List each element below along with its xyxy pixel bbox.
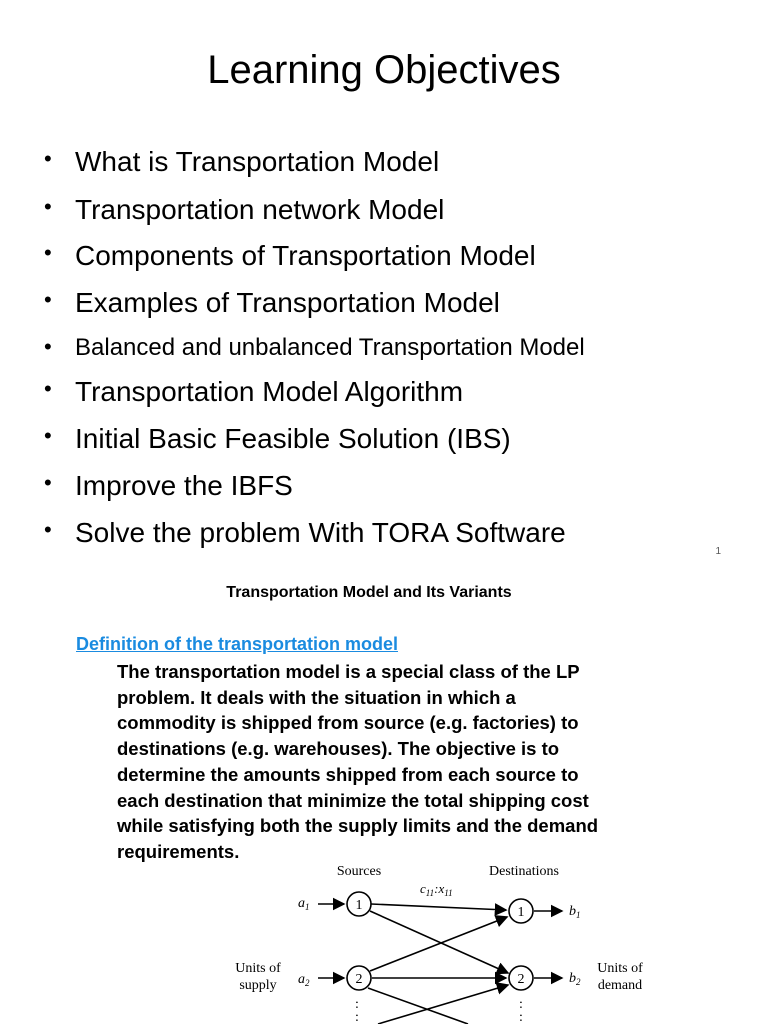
sources-label: Sources: [336, 864, 382, 879]
edge-2-3: [368, 988, 468, 1024]
transportation-network-diagram: [218, 858, 658, 1024]
objective-text: Balanced and unbalanced Transportation Model: [75, 334, 585, 361]
slide-title: Learning Objectives: [207, 48, 561, 92]
definition-link[interactable]: Definition of the transportation model: [76, 634, 398, 654]
bullet-dot: •: [44, 194, 52, 219]
definition-line: requirements.: [117, 840, 240, 862]
bullet-dot: •: [44, 517, 52, 542]
source-ellipsis: :: [355, 997, 359, 1012]
bullet-dot: •: [44, 146, 52, 171]
objective-text: Examples of Transportation Model: [75, 287, 500, 318]
demand-b2: $b_2$: [569, 971, 581, 987]
supply-label-line1: Units of: [235, 961, 281, 976]
cost-label: $c_{11}:x_{11}$: [420, 881, 453, 898]
objective-text: Transportation network Model: [75, 194, 445, 225]
objective-text: What is Transportation Model: [75, 146, 440, 177]
definition-line: determine the amounts shipped from each source to: [117, 763, 579, 785]
demand-b1: $b_1$: [569, 904, 581, 920]
definition-line: while satisfying both the supply limits and the demand: [117, 815, 599, 837]
bullet-dot: •: [44, 470, 52, 495]
destination-node-2-label: 2: [517, 972, 525, 987]
edge-3-2: [378, 985, 508, 1024]
supply-a1: $a_1$: [298, 896, 310, 912]
section-title: Transportation Model and Its Variants: [226, 584, 512, 601]
bullet-dot: •: [44, 334, 52, 359]
definition-paragraph: [117, 659, 687, 865]
objective-item: [44, 472, 293, 500]
page-number: 1: [715, 546, 721, 557]
objective-item: [44, 336, 585, 360]
objective-text: Solve the problem With TORA Software: [75, 517, 566, 548]
bullet-dot: •: [44, 287, 52, 312]
objective-text: Transportation Model Algorithm: [75, 376, 464, 407]
destinations-label: Destinations: [489, 864, 559, 879]
supply-label-line2: supply: [239, 978, 277, 993]
supply-a2: $a_2$: [298, 972, 310, 988]
source-ellipsis-2: :: [355, 1010, 359, 1024]
objective-item: [44, 196, 444, 224]
objective-text: Components of Transportation Model: [75, 240, 536, 271]
objective-item: [44, 378, 463, 406]
objective-item: [44, 242, 536, 270]
objective-text: Initial Basic Feasible Solution (IBS): [75, 423, 511, 454]
source-node-2-label: 2: [355, 972, 363, 987]
destination-ellipsis-2: :: [519, 1010, 523, 1024]
definition-line: The transportation model is a special class of the LP: [117, 661, 580, 682]
objective-item: [44, 289, 500, 317]
objective-text: Improve the IBFS: [75, 470, 293, 501]
destination-node-1-label: 1: [517, 905, 525, 920]
definition-line: each destination that minimize the total shipping cost: [117, 789, 589, 811]
edge-1-1: [371, 904, 506, 910]
objective-item: [44, 148, 439, 176]
bullet-dot: •: [44, 240, 52, 265]
demand-label-line1: Units of: [597, 961, 643, 976]
definition-line: problem. It deals with the situation in which a: [117, 686, 516, 708]
source-node-1-label: 1: [355, 898, 363, 913]
objective-item: [44, 425, 511, 453]
demand-label-line2: demand: [597, 978, 643, 993]
objective-item: [44, 519, 566, 547]
bullet-dot: •: [44, 376, 52, 401]
definition-line: commodity is shipped from source (e.g. factories) to: [117, 712, 579, 734]
bullet-dot: •: [44, 423, 52, 448]
destination-ellipsis: :: [519, 997, 523, 1012]
definition-line: destinations (e.g. warehouses). The objective is to: [117, 738, 560, 760]
